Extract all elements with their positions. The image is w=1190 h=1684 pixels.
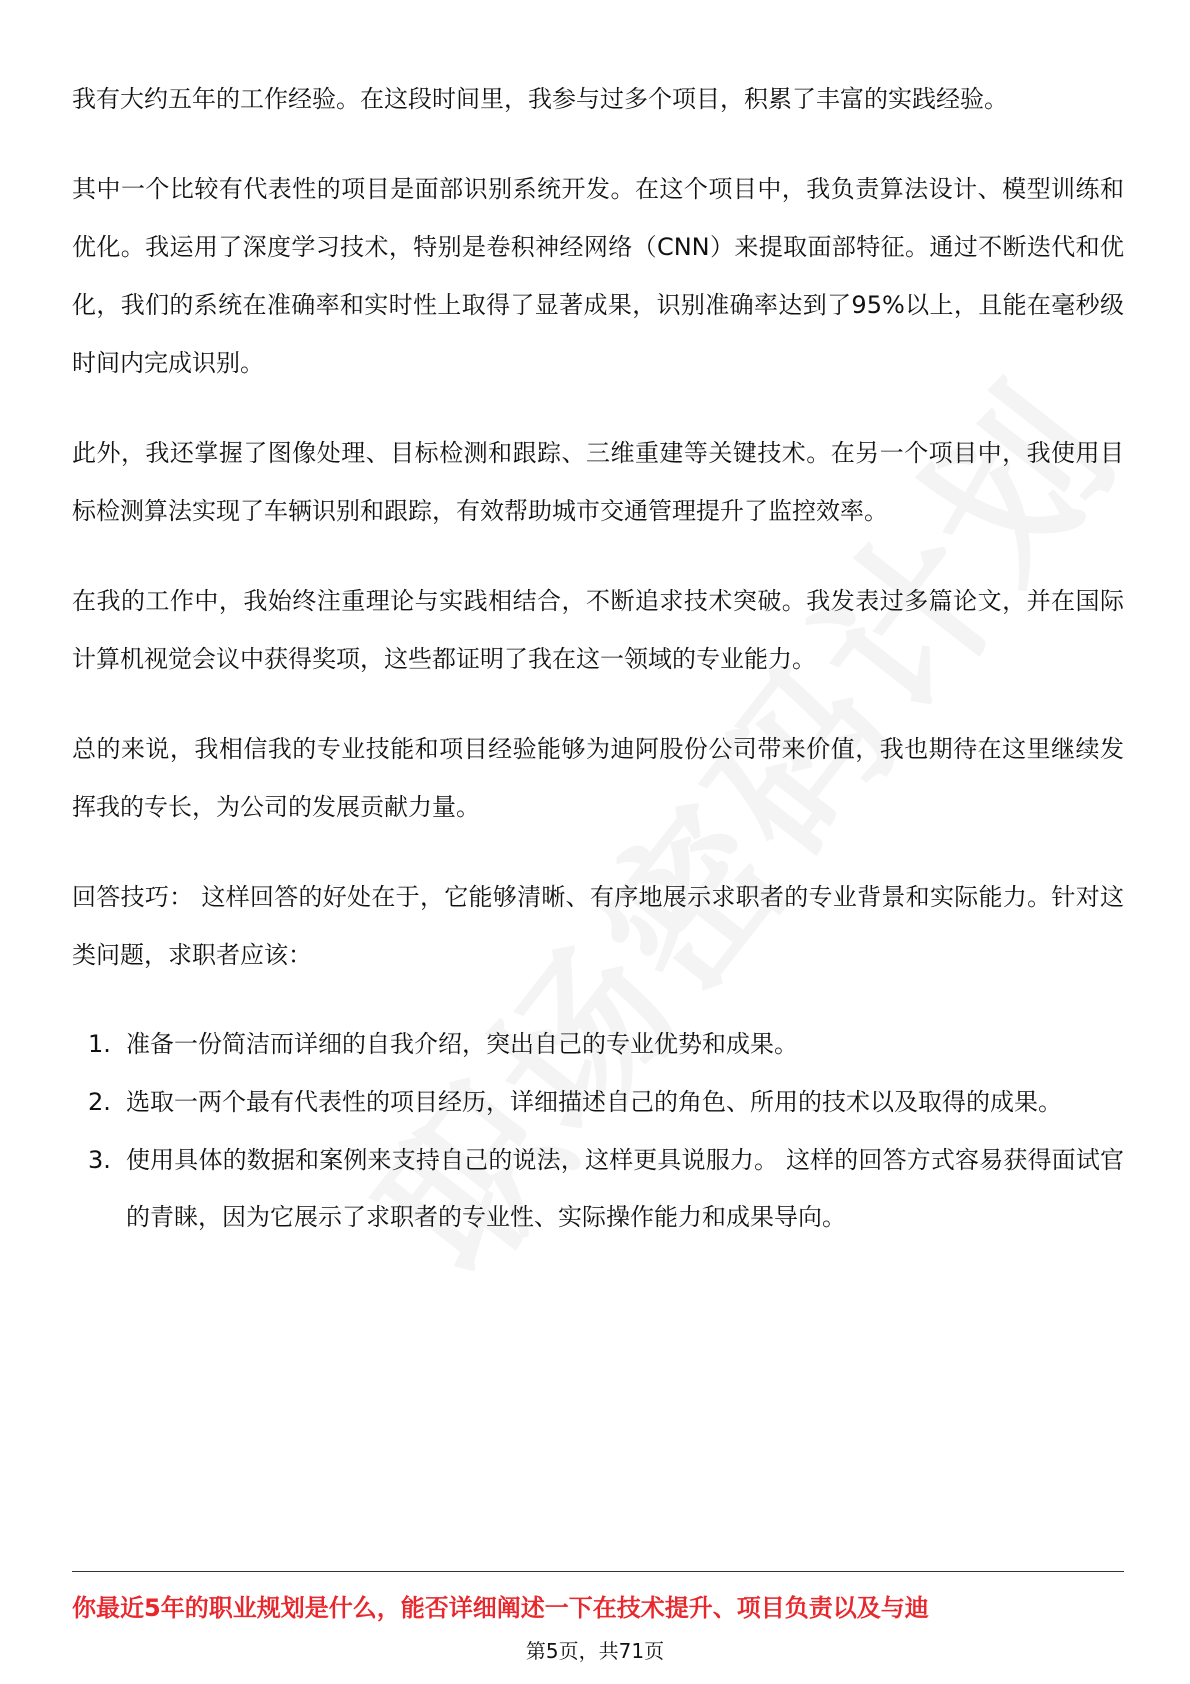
paragraph-experience: 我有大约五年的工作经验。在这段时间里，我参与过多个项目，积累了丰富的实践经验。 <box>72 85 1008 113</box>
list-item <box>72 1016 1124 1073</box>
tips-list <box>72 1016 1124 1246</box>
list-number: 3. <box>88 1146 111 1174</box>
list-item <box>72 1132 1124 1246</box>
paragraph-answer-tips: 回答技巧： 这样回答的好处在于，它能够清晰、有序地展示求职者的专业背景和实际能力。针对这类问题，求职者应该： <box>72 883 1124 969</box>
paragraph-summary: 总的来说，我相信我的专业技能和项目经验能够为迪阿股份公司带来价值，我也期待在这里继续发挥我的专长，为公司的发展贡献力量。 <box>72 735 1124 821</box>
page-number: 第5页，共71页 <box>525 1639 665 1663</box>
document-body <box>72 70 1124 1247</box>
list-item <box>72 1074 1124 1131</box>
paragraph-theory-practice: 在我的工作中，我始终注重理论与实践相结合，不断追求技术突破。我发表过多篇论文，并在国际计算机视觉会议中获得奖项，这些都证明了我在这一领域的专业能力。 <box>72 587 1124 673</box>
next-question-heading: 你最近5年的职业规划是什么，能否详细阐述一下在技术提升、项目负责以及与迪 <box>72 1594 929 1622</box>
list-number: 1. <box>88 1030 111 1058</box>
list-item-text: 选取一两个最有代表性的项目经历，详细描述自己的角色、所用的技术以及取得的成果。 <box>126 1088 1062 1116</box>
list-item-text: 准备一份简洁而详细的自我介绍，突出自己的专业优势和成果。 <box>126 1030 798 1058</box>
list-number: 2. <box>88 1088 111 1116</box>
paragraph-face-recognition-project: 其中一个比较有代表性的项目是面部识别系统开发。在这个项目中，我负责算法设计、模型训练和优化。我运用了深度学习技术，特别是卷积神经网络（CNN）来提取面部特征。通过不断迭代和优化，我们的系统在准确率和实时性上取得了显著成果，识别准确率达到了95%以上，且能在毫秒级时间内完成识别。 <box>72 175 1124 377</box>
section-divider <box>72 1571 1124 1572</box>
list-item-text: 使用具体的数据和案例来支持自己的说法，这样更具说服力。 这样的回答方式容易获得面试官的青睐，因为它展示了求职者的专业性、实际操作能力和成果导向。 <box>126 1146 1124 1231</box>
paragraph-other-skills: 此外，我还掌握了图像处理、目标检测和跟踪、三维重建等关键技术。在另一个项目中，我使用目标检测算法实现了车辆识别和跟踪，有效帮助城市交通管理提升了监控效率。 <box>72 439 1124 525</box>
